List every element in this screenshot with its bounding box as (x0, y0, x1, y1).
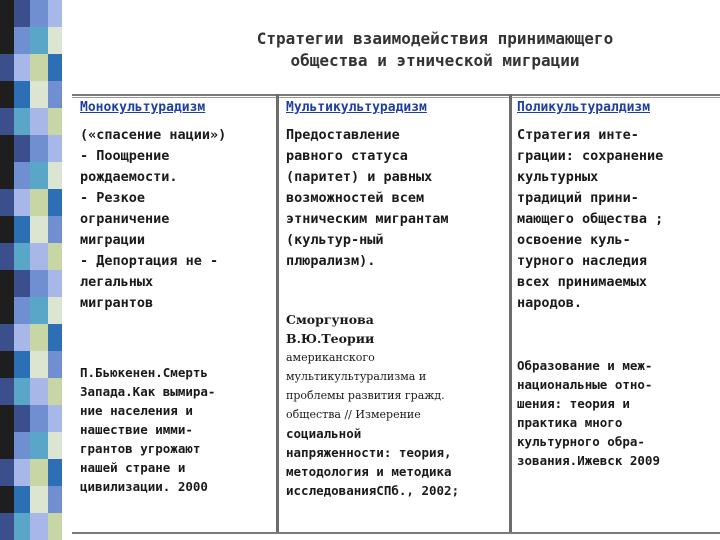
stripe-segment (0, 54, 62, 81)
stripe-band (14, 135, 30, 162)
column-source (80, 363, 215, 496)
stripe-band (48, 162, 62, 189)
stripe-segment (0, 405, 62, 432)
stripe-band (48, 351, 62, 378)
body-line: ограничение (80, 211, 170, 227)
source-line: общества // Измерение (286, 408, 421, 421)
title-line-1: Стратегии взаимодействия принимающего (256, 29, 614, 48)
stripe-band (30, 81, 48, 108)
column-body (80, 125, 226, 314)
stripe-segment (0, 27, 62, 54)
stripe-band (30, 432, 48, 459)
stripe-band (48, 81, 62, 108)
source-line: шения: теория и (517, 396, 630, 411)
body-line: культурных (517, 169, 599, 185)
stripe-band (0, 513, 14, 540)
source-line: американского (286, 351, 375, 364)
source-line: П.Бьюкенен.Смерть (80, 365, 208, 380)
stripe-band (14, 108, 30, 135)
stripe-band (48, 459, 62, 486)
stripe-band (0, 54, 14, 81)
stripe-band (30, 54, 48, 81)
stripe-band (14, 405, 30, 432)
body-line: мающего общества ; (517, 211, 664, 227)
stripe-band (0, 459, 14, 486)
body-line: Стратегия инте- (517, 127, 639, 143)
source-line: нашествие имми- (80, 422, 193, 437)
stripe-band (0, 351, 14, 378)
stripe-band (14, 243, 30, 270)
stripe-band (48, 27, 62, 54)
stripe-band (0, 297, 14, 324)
stripe-band (30, 135, 48, 162)
stripe-band (0, 216, 14, 243)
body-line: всех принимаемых (517, 274, 648, 290)
stripe-band (0, 405, 14, 432)
stripe-segment (0, 432, 62, 459)
stripe-band (30, 405, 48, 432)
source-line: грантов угрожают (80, 441, 201, 456)
stripe-band (30, 351, 48, 378)
stripe-segment (0, 135, 62, 162)
stripe-band (14, 216, 30, 243)
stripe-segment (0, 189, 62, 216)
stripe-segment (0, 243, 62, 270)
stripe-band (30, 0, 48, 27)
body-line: (культур-ный (286, 232, 384, 248)
stripe-band (48, 189, 62, 216)
stripe-band (30, 513, 48, 540)
stripe-segment (0, 81, 62, 108)
stripe-band (14, 459, 30, 486)
stripe-band (48, 486, 62, 513)
stripe-band (48, 216, 62, 243)
stripe-band (0, 108, 14, 135)
source-line: зования.Ижевск 2009 (517, 453, 660, 468)
stripe-band (14, 486, 30, 513)
stripe-band (48, 513, 62, 540)
stripe-band (30, 378, 48, 405)
stripe-band (30, 108, 48, 135)
body-line: легальных (80, 274, 154, 290)
body-line: - Поощрение (80, 148, 170, 164)
body-line: народов. (517, 295, 583, 311)
stripe-band (48, 405, 62, 432)
source-line: мультикультурализма и (286, 370, 427, 383)
stripe-band (48, 270, 62, 297)
body-line: грации: сохранение (517, 148, 664, 164)
stripe-band (30, 27, 48, 54)
column-source (286, 310, 459, 500)
source-line: ние населения и (80, 403, 193, 418)
source-line: цивилизации. 2000 (80, 479, 208, 494)
stripe-band (14, 297, 30, 324)
source-line: Запада.Как вымира- (80, 384, 216, 399)
stripe-band (48, 324, 62, 351)
stripe-band (48, 297, 62, 324)
body-line: Предоставление (286, 127, 400, 143)
stripe-band (0, 486, 14, 513)
stripe-band (14, 270, 30, 297)
stripe-band (0, 189, 14, 216)
stripe-segment (0, 108, 62, 135)
stripe-band (30, 270, 48, 297)
body-line: мигрантов (80, 295, 154, 311)
source-line: культурного обра- (517, 434, 645, 449)
stripe-band (30, 162, 48, 189)
stripe-segment (0, 513, 62, 540)
stripe-band (30, 216, 48, 243)
column-heading: Монокультурадизм (80, 100, 206, 115)
source-line: Сморгунова В.Ю.Теории (286, 312, 375, 346)
stripe-segment (0, 162, 62, 189)
column-divider-2 (509, 94, 512, 532)
table-header-divider (72, 97, 720, 98)
stripe-segment (0, 216, 62, 243)
body-line: традиций прини- (517, 190, 639, 206)
stripe-segment (0, 459, 62, 486)
stripe-band (14, 513, 30, 540)
stripe-segment (0, 378, 62, 405)
body-line: турного наследия (517, 253, 648, 269)
body-line: - Депортация не - (80, 253, 219, 269)
body-line: освоение куль- (517, 232, 631, 248)
stripe-band (0, 27, 14, 54)
column-divider-1 (276, 94, 279, 532)
decorative-stripe-bar (0, 0, 62, 540)
stripe-band (0, 135, 14, 162)
stripe-band (14, 162, 30, 189)
stripe-band (48, 243, 62, 270)
stripe-segment (0, 297, 62, 324)
stripe-band (0, 162, 14, 189)
stripe-segment (0, 0, 62, 27)
column-heading: Мультикультурадизм (286, 100, 427, 115)
stripe-band (0, 432, 14, 459)
stripe-band (0, 270, 14, 297)
stripe-band (30, 243, 48, 270)
stripe-band (30, 459, 48, 486)
stripe-segment (0, 270, 62, 297)
stripe-band (14, 81, 30, 108)
stripe-band (0, 324, 14, 351)
body-line: - Резкое (80, 190, 146, 206)
stripe-band (48, 378, 62, 405)
source-line: Образование и меж- (517, 358, 653, 373)
column-source (517, 356, 660, 470)
source-line: исследованияСПб., 2002; (286, 483, 460, 498)
stripe-band (0, 0, 14, 27)
stripe-band (0, 243, 14, 270)
stripe-band (48, 432, 62, 459)
source-line: социальной (286, 426, 362, 441)
source-line: практика много (517, 415, 623, 430)
stripe-band (0, 378, 14, 405)
stripe-band (14, 432, 30, 459)
body-line: (паритет) и равных (286, 169, 433, 185)
stripe-band (48, 135, 62, 162)
column-body (517, 125, 663, 314)
body-line: плюрализм). (286, 253, 376, 269)
stripe-band (0, 81, 14, 108)
source-line: напряженности: теория, (286, 445, 452, 460)
title-line-2: общества и этнической миграции (290, 51, 580, 70)
source-line: методология и методика (286, 464, 452, 479)
body-line: равного статуса (286, 148, 408, 164)
stripe-band (14, 189, 30, 216)
stripe-band (48, 108, 62, 135)
column-body (286, 125, 449, 272)
source-line: национальные отно- (517, 377, 653, 392)
stripe-band (14, 351, 30, 378)
stripe-segment (0, 324, 62, 351)
stripe-segment (0, 351, 62, 378)
body-line: этническим мигрантам (286, 211, 449, 227)
stripe-band (14, 0, 30, 27)
source-line: нашей стране и (80, 460, 186, 475)
stripe-band (30, 297, 48, 324)
stripe-band (14, 27, 30, 54)
stripe-band (30, 486, 48, 513)
slide-title (180, 28, 690, 72)
body-line: («спасение нации») (80, 127, 227, 143)
stripe-band (48, 54, 62, 81)
stripe-band (14, 324, 30, 351)
body-line: миграции (80, 232, 146, 248)
source-line: проблемы развития гражд. (286, 389, 445, 402)
stripe-band (30, 189, 48, 216)
stripe-band (14, 378, 30, 405)
body-line: возможностей всем (286, 190, 425, 206)
column-heading: Поликультуралдизм (517, 100, 651, 115)
body-line: рождаемости. (80, 169, 178, 185)
stripe-band (14, 54, 30, 81)
stripe-band (30, 324, 48, 351)
stripe-segment (0, 486, 62, 513)
stripe-band (48, 0, 62, 27)
